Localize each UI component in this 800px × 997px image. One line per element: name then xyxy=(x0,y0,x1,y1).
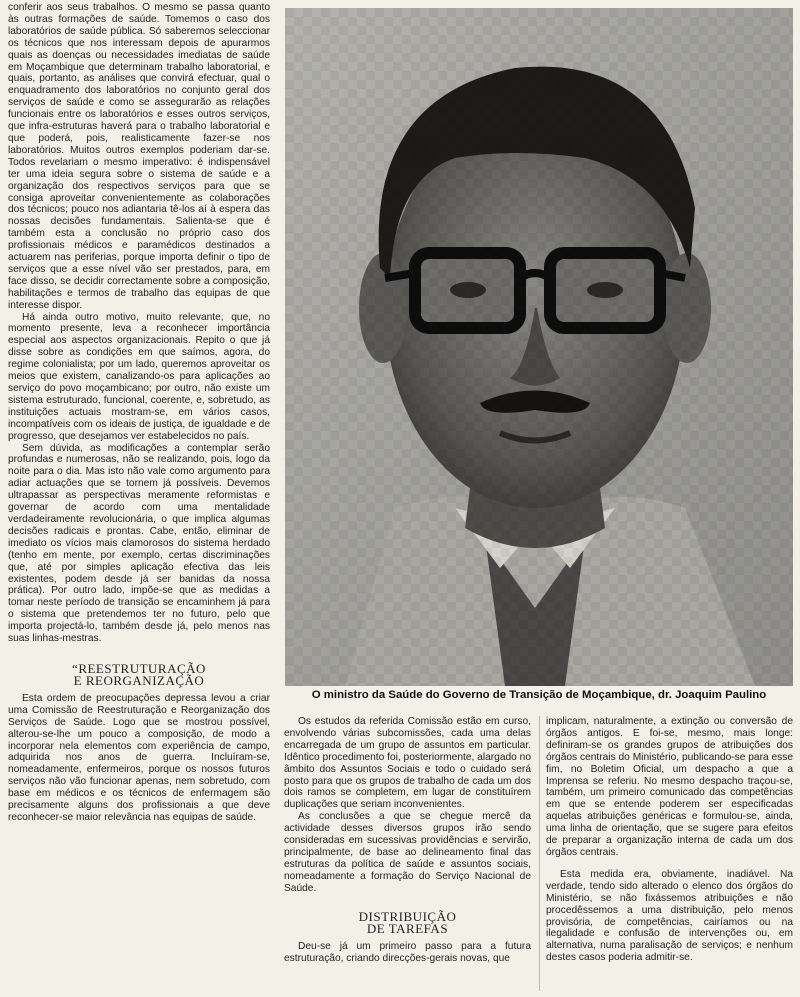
left-text-column xyxy=(8,2,270,824)
heading-line: DE TAREFAS xyxy=(366,920,449,936)
paragraph: Deu-se já um primeiro passo para a futura estruturação, criando direcções-gerais novas, que xyxy=(284,940,531,964)
paragraph: conferir aos seus trabalhos. O mesmo se passa quanto às outras formações de saúde. Tomemos o caso dos laboratórios de saúde pública. Só saberemos seleccionar os técnicos que nos interessam depois de apurarmos quais as doenças ou necessidades imediatas de saúde em Moçambique que determinam trabalho laboratorial, e quais, portanto, as análises que convirá efectuar, qual o enquadramento dos laboratórios no conjunto geral dos serviços de saúde e como se assegurarão as relações funcionais entre os laboratórios e esses outros serviços, que infra-estruturas haverá para o trabalho laboratorial e que poderá, pois, realisticamente fazer-se nos laboratórios. Muitos outros exemplos poderiam dar-se. Todos revelariam o mesmo imperativo: é indispensável ter uma ideia segura sobre o sistema de saúde e a organização dos respectivos serviços para que se consiga aproveitar convenientemente as colaborações dos técnicos; pouco nos adiantaria tê-los aí à espera das nossas decisões fundamentais. Salienta-se que é também esta a conclusão no próprio caso dos profissionais médicos e paramédicos destinados a actuarem nas periferias, porque importa definir o tipo de serviços que a esse nível vão ser prestados, para, em face disso, se decidir correctamente sobre a composição, habilitações e termos de trabalho das equipas de que interesse dispor. xyxy=(8,2,270,311)
paragraph: Sem dúvida, as modificações a contemplar serão profundas e numerosas, não se realizando, pois, logo da noite para o dia. Mas isto não vale como argumento para adiar actuações que se tornem já possíveis. Devemos ultrapassar as perspectivas meramente reformistas e governar de acordo com uma mentalidade verdadeiramente revolucionária, o que implica algumas decisões radicais e prontas. Cabe, então, eliminar de imediato os vícios mais clamorosos do sistema herdado (tenho em mente, por exemplo, certas discriminações que, até por simples aplicação efectiva das leis existentes, podem desde já ser banidas da nossa prática). Por outro lado, impõe-se que as medidas a tomar neste período de transição se encaminhem já para o sistema que pretendemos ter no futuro, pelo que importa projectá-lo, também desde já, pelo menos nas suas linhas-mestras. xyxy=(8,442,270,645)
right-text-column xyxy=(546,716,793,964)
section-heading-reestruturacao xyxy=(8,660,270,688)
column-divider xyxy=(539,716,540,991)
paragraph: Os estudos da referida Comissão estão em curso, envolvendo várias subcomissões, cada uma delas encarregada de um grupo de assuntos em particular. Idêntico procedimento foi, posteriormente, alargado no âmbito dos Assuntos Sociais e todo o cuidado será posto para que os grupos de trabalho de cada um dos dois ramos se completem, em lugar de constituírem duplicações que seriam inconvenientes. xyxy=(284,716,531,811)
section-heading-distribuicao xyxy=(284,908,531,936)
portrait-photo xyxy=(285,8,793,686)
middle-text-column xyxy=(284,716,531,964)
portrait-illustration xyxy=(285,8,793,686)
paragraph: Esta medida era, obviamente, inadiável. Na verdade, tendo sido alterado o elenco dos órgãos do Ministério, se não fixássemos atribuições e não procedêssemos a uma distribuição, pelo menos provisória, de competências, cairíamos ou na ilegalidade e confusão de intervenções ou, em alternativa, numa paralisação de serviços; e nenhum destes casos poderia admitir-se. xyxy=(546,868,793,964)
paragraph: implicam, naturalmente, a extinção ou conversão de órgãos antigos. E foi-se, mesmo, mais longe: definiram-se os grandes grupos de atribuições dos órgãos centrais do Ministério, publicando-se para esse fim, no Boletim Oficial, um despacho a que a Imprensa se referiu. No mesmo despacho traçou-se, também, um primeiro comunicado das competências em que se entende poderem ser especificadas aquelas atribuições genéricas e formulou-se, ainda, uma linha de orientação, que se sugere para efeitos de preparar a organização interna de cada um dos órgãos centrais. xyxy=(546,716,793,858)
paragraph: Há ainda outro motivo, muito relevante, que, no momento presente, leva a reconhecer importância especial aos aspectos organizacionais. Repito o que já disse sobre as condições em que saímos, agora, do regime colonialista; por um lado, queremos aproveitar os meios que existem, canalizando-os para aplicações ao serviço do povo moçambicano; por outro, não existe um sistema estruturado, funcional, coerente, e, sobretudo, as instituições actuais mostram-se, em vários casos, incompatíveis com os ideais de justiça, de igualdade e de progresso, que desejamos ver estabelecidos no país. xyxy=(8,311,270,442)
paragraph: As conclusões a que se chegue mercê da actividade desses diversos grupos irão sendo consideradas em sucessivas providências e servirão, principalmente, de base ao delineamento final das estruturas da política de saúde e assuntos sociais, nomeadamente a formação do Serviço Nacional de Saúde. xyxy=(284,811,531,894)
heading-line: E REORGANIZAÇÃO xyxy=(73,672,205,688)
heading-line: “REESTRUTURAÇÃO xyxy=(72,660,206,676)
heading-line: DISTRIBUIÇÃO xyxy=(358,908,457,924)
paragraph: Esta ordem de preocupações depressa levou a criar uma Comissão de Reestruturação e Reorganização dos Serviços de Saúde. Logo que se mostrou possível, alterou-se-lhe um pouco a composição, de modo a incorporar nela elementos com experiência de campo, adquirida nos anos de guerra. Incluíram-se, nomeadamente, enfermeiros, porque os nossos futuros serviços não vão funcionar apenas, nem sobretudo, com base em médicos e os técnicos de enfermagem são precisamente alguns dos profissionais a que deve reconhecer-se maior relevância nas equipas de saúde. xyxy=(8,692,270,823)
photo-caption: O ministro da Saúde do Governo de Transição de Moçambique, dr. Joaquim Paulino xyxy=(311,689,767,701)
